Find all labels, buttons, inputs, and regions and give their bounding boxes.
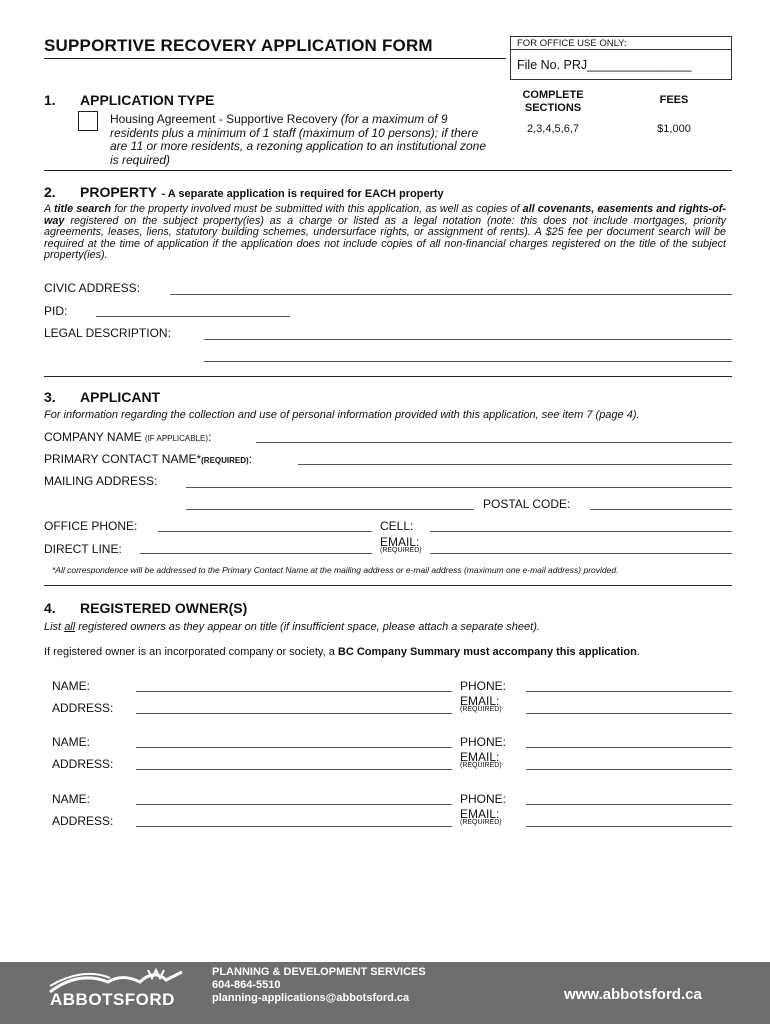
company-name-text: COMPANY NAME <box>44 430 142 444</box>
owner2-address-label: ADDRESS: <box>52 757 114 771</box>
owner1-email-required: (REQUIRED) <box>460 706 502 713</box>
section4-number: 4. <box>44 600 56 616</box>
complete-sections-header: COMPLETE SECTIONS <box>522 89 584 114</box>
complete-sections-value: 2,3,4,5,6,7 <box>527 123 579 135</box>
section2-subtitle: - A separate application is required for EACH property <box>161 188 444 200</box>
owner3-email-required: (REQUIRED) <box>460 819 502 826</box>
section4-title: REGISTERED OWNER(S) <box>80 600 248 616</box>
correspondence-footnote: *All correspondence will be addressed to the Primary Contact Name at the mailing address or e-mail address (maximum one e-mail address) provided. <box>52 565 619 575</box>
owner1-name-label: NAME: <box>52 679 91 693</box>
form-title: SUPPORTIVE RECOVERY APPLICATION FORM <box>44 36 433 55</box>
email-required-note: (REQUIRED) <box>380 547 422 554</box>
owner1-phone-label: PHONE: <box>460 679 507 693</box>
file-number: File No. PRJ_______________ <box>517 58 692 72</box>
office-use-box <box>510 36 732 80</box>
section1-number: 1. <box>44 92 56 108</box>
abbotsford-logo-text: ABBOTSFORD <box>50 990 175 1009</box>
note-a: If registered owner is an incorporated company or society, a <box>44 646 338 658</box>
office-box-divider <box>511 49 731 50</box>
primary-contact-text: PRIMARY CONTACT NAME* <box>44 452 202 466</box>
owner3-phone-label: PHONE: <box>460 792 507 806</box>
office-phone-field[interactable] <box>158 531 372 532</box>
civic-address-label: CIVIC ADDRESS: <box>44 281 141 295</box>
owner2-phone-field[interactable] <box>526 747 732 748</box>
owner3-email-label: EMAIL: <box>460 807 500 821</box>
owner1-name-field[interactable] <box>136 691 452 692</box>
primary-contact-label: PRIMARY CONTACT NAME*(REQUIRED): <box>44 452 253 466</box>
para-part: A <box>44 203 54 215</box>
owners-intro-all: all <box>64 621 76 633</box>
footer-bar <box>0 962 770 1024</box>
owner3-name-field[interactable] <box>136 804 452 805</box>
office-use-label: FOR OFFICE USE ONLY: <box>517 38 627 49</box>
legal-description-label: LEGAL DESCRIPTION: <box>44 326 171 340</box>
owner1-address-field[interactable] <box>136 713 452 714</box>
owner1-email-field[interactable] <box>526 713 732 714</box>
section2-heading <box>80 184 444 202</box>
title-search-paragraph <box>44 204 726 262</box>
housing-agreement-checkbox[interactable] <box>78 111 98 131</box>
email-label: EMAIL: <box>380 535 420 549</box>
title-underline <box>44 58 506 59</box>
owner3-phone-field[interactable] <box>526 804 732 805</box>
owners-instruction <box>44 621 540 633</box>
owner2-email-label: EMAIL: <box>460 750 500 764</box>
owner2-name-label: NAME: <box>52 735 91 749</box>
housing-agreement-option <box>110 113 486 167</box>
option-label: Housing Agreement - Supportive Recovery <box>110 112 338 126</box>
fee-value: $1,000 <box>657 123 691 135</box>
owner2-phone-label: PHONE: <box>460 735 507 749</box>
owner2-name-field[interactable] <box>136 747 452 748</box>
company-summary-emphasis: BC Company Summary must accompany this application <box>337 646 637 658</box>
owner1-phone-field[interactable] <box>526 691 732 692</box>
company-name-note: (IF APPLICABLE) <box>144 434 209 443</box>
para-part: for the property involved must be submitted with this application, as well as copies of <box>111 203 523 215</box>
company-name-field[interactable] <box>256 442 732 443</box>
owner1-email-label: EMAIL: <box>460 694 500 708</box>
owners-intro-a: List <box>44 621 65 633</box>
note-c: . <box>636 646 640 658</box>
mailing-address-field[interactable] <box>186 487 732 488</box>
email-field[interactable] <box>430 553 732 554</box>
covenants-emphasis: all covenants, easements and rights-of-way <box>44 203 726 227</box>
owner2-address-field[interactable] <box>136 769 452 770</box>
legal-description-field-2[interactable] <box>204 361 732 362</box>
mailing-address-label: MAILING ADDRESS: <box>44 474 158 488</box>
department-phone: 604-864-5510 <box>212 979 281 991</box>
direct-line-field[interactable] <box>140 553 372 554</box>
owner3-email-field[interactable] <box>526 826 732 827</box>
section3-divider <box>44 585 732 586</box>
section2-number: 2. <box>44 184 56 200</box>
department-email[interactable]: planning-applications@abbotsford.ca <box>212 992 410 1004</box>
primary-contact-note: (REQUIRED) <box>201 456 249 465</box>
legal-description-field[interactable] <box>204 339 732 340</box>
option-note: (for a maximum of 9 residents plus a minimum of 1 staff (maximum of 10 persons); if there are 11 or more residents, a rezoning application to an institutional zone is required) <box>110 112 487 167</box>
fees-header: FEES <box>659 94 689 106</box>
website-link[interactable]: www.abbotsford.ca <box>564 986 702 1003</box>
owners-intro-c: registered owners as they appear on title (if insufficient space, please attach a separate sheet). <box>75 621 540 633</box>
mailing-address-field-2[interactable] <box>186 509 474 510</box>
direct-line-label: DIRECT LINE: <box>44 542 122 556</box>
section3-number: 3. <box>44 389 56 405</box>
postal-code-label: POSTAL CODE: <box>483 497 571 511</box>
footer-contact <box>212 966 426 1005</box>
title-search-emphasis: title search <box>53 203 112 215</box>
company-name-label: COMPANY NAME (IF APPLICABLE): <box>44 430 212 444</box>
owner3-name-label: NAME: <box>52 792 91 806</box>
office-phone-label: OFFICE PHONE: <box>44 519 138 533</box>
cell-label: CELL: <box>380 519 414 533</box>
company-summary-note <box>44 646 726 658</box>
section1-divider <box>44 170 732 171</box>
cell-field[interactable] <box>430 531 732 532</box>
owner3-address-field[interactable] <box>136 826 452 827</box>
privacy-note: For information regarding the collection and use of personal information provided with this application, see item 7 (page 4). <box>44 409 640 421</box>
owner2-email-required: (REQUIRED) <box>460 762 502 769</box>
owner1-address-label: ADDRESS: <box>52 701 114 715</box>
owner3-address-label: ADDRESS: <box>52 814 114 828</box>
civic-address-field[interactable] <box>170 294 732 295</box>
department-name: PLANNING & DEVELOPMENT SERVICES <box>212 966 426 978</box>
primary-contact-field[interactable] <box>298 464 732 465</box>
pid-label: PID: <box>44 304 68 318</box>
para-part: registered on the subject property(ies) as a charge or listed as a legal notation (note: this does not include mortgages, priority agreements, leases, liens, statutory building schemes, undersurface rights, or assignment of rents). A $25 fee per document search will be required at the time of application if the application does not include copies of all non-financial charges registered on the title of the subject property(ies). <box>44 214 726 262</box>
section1-title: APPLICATION TYPE <box>80 92 215 108</box>
postal-code-field[interactable] <box>590 509 732 510</box>
section3-title: APPLICANT <box>80 389 161 405</box>
section2-divider <box>44 376 732 377</box>
section2-title: PROPERTY <box>80 184 158 200</box>
owner2-email-field[interactable] <box>526 769 732 770</box>
pid-field[interactable] <box>96 316 290 317</box>
